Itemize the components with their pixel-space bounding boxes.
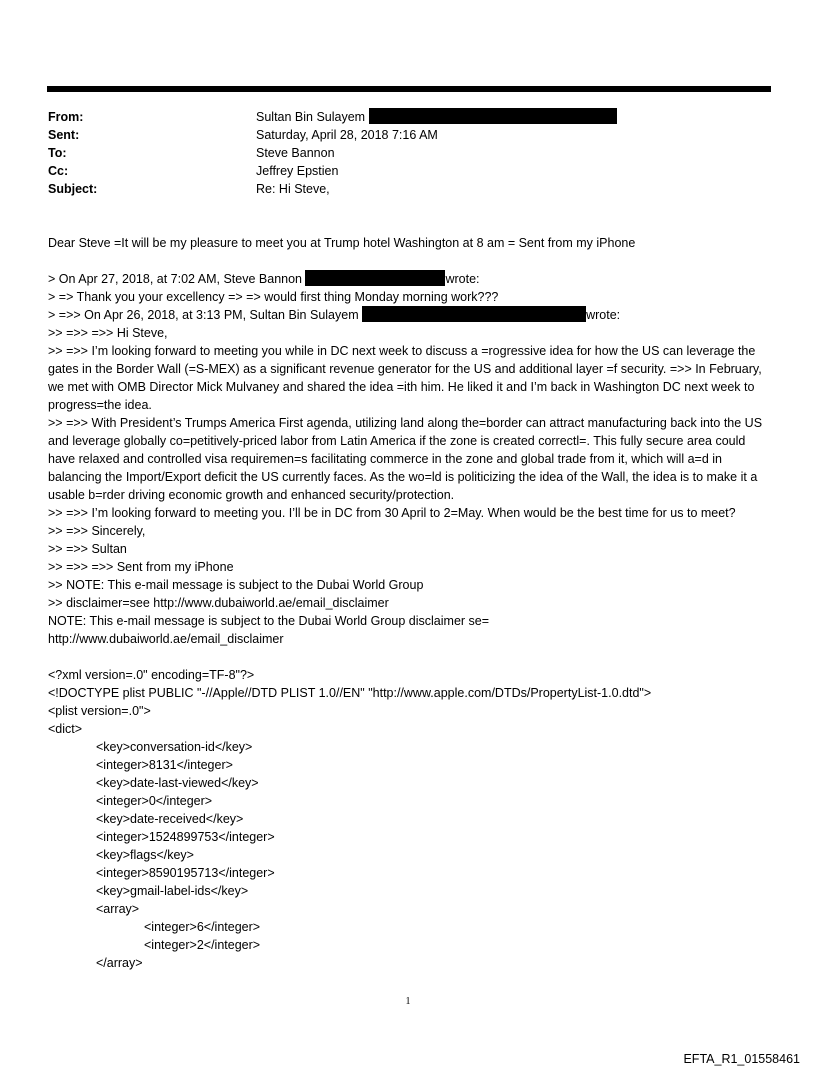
quote-paragraph: >> =>> With President’s Trumps America First agenda, utilizing land along the=border can attract manufacturing back into the US and leverage globally co=petitively-priced labor from Latin America if the zone is created correctl=. This fully secure area could have relaxed and controlled visa requiremen=s facilitating commerce in the zone and global trade from it, which will a=d in balancing the Import/Export deficit the US currently faces. As the wo=ld is politicizing the idea of the Wall, the idea is to make it a usable b=rder driving economic growth and enhanced security/protection.	[48, 416, 763, 502]
plist-line: <dict>	[48, 722, 83, 736]
plist-line: <key>date-received</key>	[96, 812, 244, 826]
quote-line: >> =>> =>> Sent from my iPhone	[48, 560, 234, 574]
from-label: From:	[48, 110, 84, 124]
plist-line: <plist version=.0">	[48, 704, 151, 718]
quote-line: >> =>> =>> Hi Steve,	[48, 326, 168, 340]
sent-label: Sent:	[48, 128, 80, 142]
plist-line: </array>	[96, 956, 143, 970]
quote-line	[48, 306, 772, 324]
quote-line: >> =>> Sincerely,	[48, 524, 146, 538]
subject-label: Subject:	[48, 182, 98, 196]
quote-line	[48, 270, 772, 288]
document-id: EFTA_R1_01558461	[683, 1052, 800, 1066]
quote-text: > On Apr 27, 2018, at 7:02 AM, Steve Bannon	[48, 272, 302, 286]
plist-line: <integer>6</integer>	[144, 920, 261, 934]
plist-line: <key>conversation-id</key>	[96, 740, 253, 754]
quote-paragraph: >> =>> I’m looking forward to meeting you. I’ll be in DC from 30 April to 2=May. When would be the best time for us to meet?	[48, 506, 736, 520]
email-body	[48, 234, 772, 972]
plist-line: <key>date-last-viewed</key>	[96, 776, 259, 790]
quote-line: >> =>> Sultan	[48, 542, 127, 556]
opening-line: Dear Steve =It will be my pleasure to meet you at Trump hotel Washington at 8 am = Sent from my iPhone	[48, 236, 636, 250]
subject-value: Re: Hi Steve,	[256, 182, 330, 196]
sent-value: Saturday, April 28, 2018 7:16 AM	[256, 128, 438, 142]
plist-line: <integer>8131</integer>	[96, 758, 233, 772]
plist-line: <integer>0</integer>	[96, 794, 213, 808]
plist-line: <integer>2</integer>	[144, 938, 261, 952]
plist-line: <integer>8590195713</integer>	[96, 866, 275, 880]
to-label: To:	[48, 146, 67, 160]
header-rule	[47, 86, 771, 92]
quote-text: > =>> On Apr 26, 2018, at 3:13 PM, Sultan Bin Sulayem	[48, 308, 359, 322]
plist-line: <key>gmail-label-ids</key>	[96, 884, 249, 898]
from-name: Sultan Bin Sulayem	[256, 110, 366, 124]
quote-line: > => Thank you your excellency => => would first thing Monday morning work???	[48, 290, 499, 304]
from-value	[256, 108, 617, 126]
redaction-box	[369, 108, 617, 124]
quote-text: wrote:	[586, 308, 621, 322]
quote-text: wrote:	[445, 272, 480, 286]
redaction-box	[362, 306, 586, 322]
redaction-box	[305, 270, 445, 286]
disclaimer-line: >> NOTE: This e-mail message is subject to the Dubai World Group	[48, 578, 424, 592]
quote-paragraph: >> =>> I’m looking forward to meeting you while in DC next week to discuss a =rogressive idea for how the US can leverage the gates in the Border Wall (=S-MEX) as a significant revenue generator for the US and additional layer =f security. =>> In February, we met with OMB Director Mick Mulvaney and shared the idea =ith him. He liked it and I’m back in Washington DC next week to progress=the idea.	[48, 344, 762, 412]
disclaimer-line: NOTE: This e-mail message is subject to the Dubai World Group disclaimer se=	[48, 614, 490, 628]
cc-value: Jeffrey Epstien	[256, 164, 339, 178]
to-value: Steve Bannon	[256, 146, 335, 160]
plist-line: <array>	[96, 902, 140, 916]
disclaimer-line: >> disclaimer=see http://www.dubaiworld.ae/email_disclaimer	[48, 596, 389, 610]
cc-label: Cc:	[48, 164, 69, 178]
page-number: 1	[405, 996, 411, 1007]
plist-line: <key>flags</key>	[96, 848, 194, 862]
plist-line: <!DOCTYPE plist PUBLIC "-//Apple//DTD PLIST 1.0//EN" "http://www.apple.com/DTDs/PropertyList-1.0.dtd">	[48, 686, 652, 700]
disclaimer-line: http://www.dubaiworld.ae/email_disclaimer	[48, 632, 284, 646]
plist-line: <?xml version=.0" encoding=TF-8"?>	[48, 668, 255, 682]
plist-line: <integer>1524899753</integer>	[96, 830, 275, 844]
